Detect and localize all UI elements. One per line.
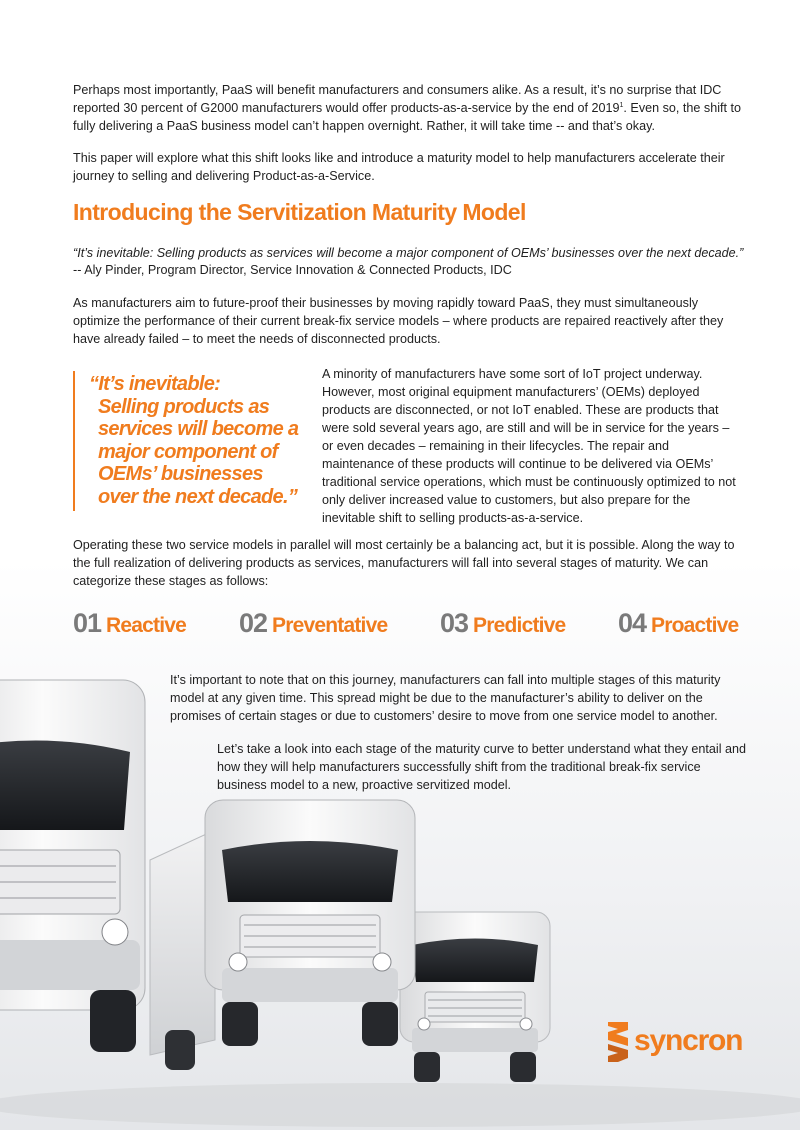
- stage-proactive: [618, 608, 738, 639]
- idc-quote: “It’s inevitable: Selling products as services will become a major component of OEMs’ businesses over the next decade.”: [73, 246, 744, 260]
- pull-quote-text: “It’s inevitable: Selling products as services will become a major component of OEMs’ businesses over the next decade.”: [89, 373, 299, 508]
- paragraph-multiple-stages: It’s important to note that on this journey, manufacturers can fall into multiple stages of this maturity model at any given time. This spread might be due to the manufacturer’s ability to deliver on the promises of certain stages or due to customers’ desire to move from one service model to another.: [170, 673, 721, 723]
- stage-number: 04: [618, 608, 647, 638]
- stage-number: 03: [440, 608, 469, 638]
- stage-reactive: [73, 608, 186, 639]
- intro-paragraph-2: This paper will explore what this shift looks like and introduce a maturity model to help manufacturers accelerate their journey to selling and delivering Product-as-a-Service.: [73, 151, 725, 183]
- paragraph-break-fix: As manufacturers aim to future-proof their businesses by moving rapidly toward PaaS, they must simultaneously optimize the performance of their current break-fix service models – where products are repaired reactively after they have already failed – to meet the needs of disconnected products.: [73, 296, 724, 346]
- syncron-logo-mark-icon: [604, 1020, 632, 1064]
- truck-left: [0, 680, 145, 1052]
- stage-name: Predictive: [473, 614, 566, 637]
- paragraph-each-stage: Let’s take a look into each stage of the maturity curve to better understand what they entail and how they will help manufacturers successfully shift from the traditional break-fix service business model to a new, proactive servitized model.: [217, 742, 747, 792]
- stage-number: 02: [239, 608, 268, 638]
- stage-predictive: [440, 608, 565, 639]
- stage-preventative: [239, 608, 387, 639]
- footnote-marker: 1: [619, 102, 624, 109]
- syncron-logo: [604, 1020, 754, 1066]
- paragraph-balancing-act: Operating these two service models in parallel will most certainly be a balancing act, but it is possible. Along the way to the full realization of delivering products as services, manufacturers will fall into several stages of maturity. We can categorize these stages as follows:: [73, 538, 735, 588]
- stage-number: 01: [73, 608, 102, 638]
- quote-attribution: -- Aly Pinder, Program Director, Service Innovation & Connected Products, IDC: [73, 263, 512, 277]
- stage-name: Reactive: [106, 614, 187, 637]
- syncron-logo-text: syncron: [634, 1024, 743, 1057]
- stage-name: Preventative: [272, 614, 388, 637]
- paragraph-iot: A minority of manufacturers have some sort of IoT project underway. However, most original equipment manufacturers’ (OEMs) deployed products are disconnected, or not IoT enabled. These are products that were sold several years ago, are still and will be in service for the years – or even decades – remaining in their lifecycles. The repair and maintenance of these products will continue to be delivered via OEMs’ traditional service operations, which must be continuously optimized to not only deliver increased value to customers, but also prepare for the inevitable shift to selling products-as-a-service.: [322, 367, 736, 525]
- pull-quote: [73, 371, 315, 511]
- intro-paragraph-1: Perhaps most importantly, PaaS will benefit manufacturers and consumers alike. As a result, it’s no surprise that IDC reported 30 percent of G2000 manufacturers would offer products-as-a-service by the end of 2019$^1$. Even so, the shift to fully delivering a PaaS business model can’t happen overnight. Rather, it will take time -- and that’s okay.: [73, 83, 742, 133]
- section-title: Introducing the Servitization Maturity Model: [73, 199, 526, 225]
- truck-right: [400, 912, 550, 1082]
- maturity-stages: [73, 608, 773, 642]
- truck-middle: [150, 800, 415, 1070]
- stage-name: Proactive: [651, 614, 739, 637]
